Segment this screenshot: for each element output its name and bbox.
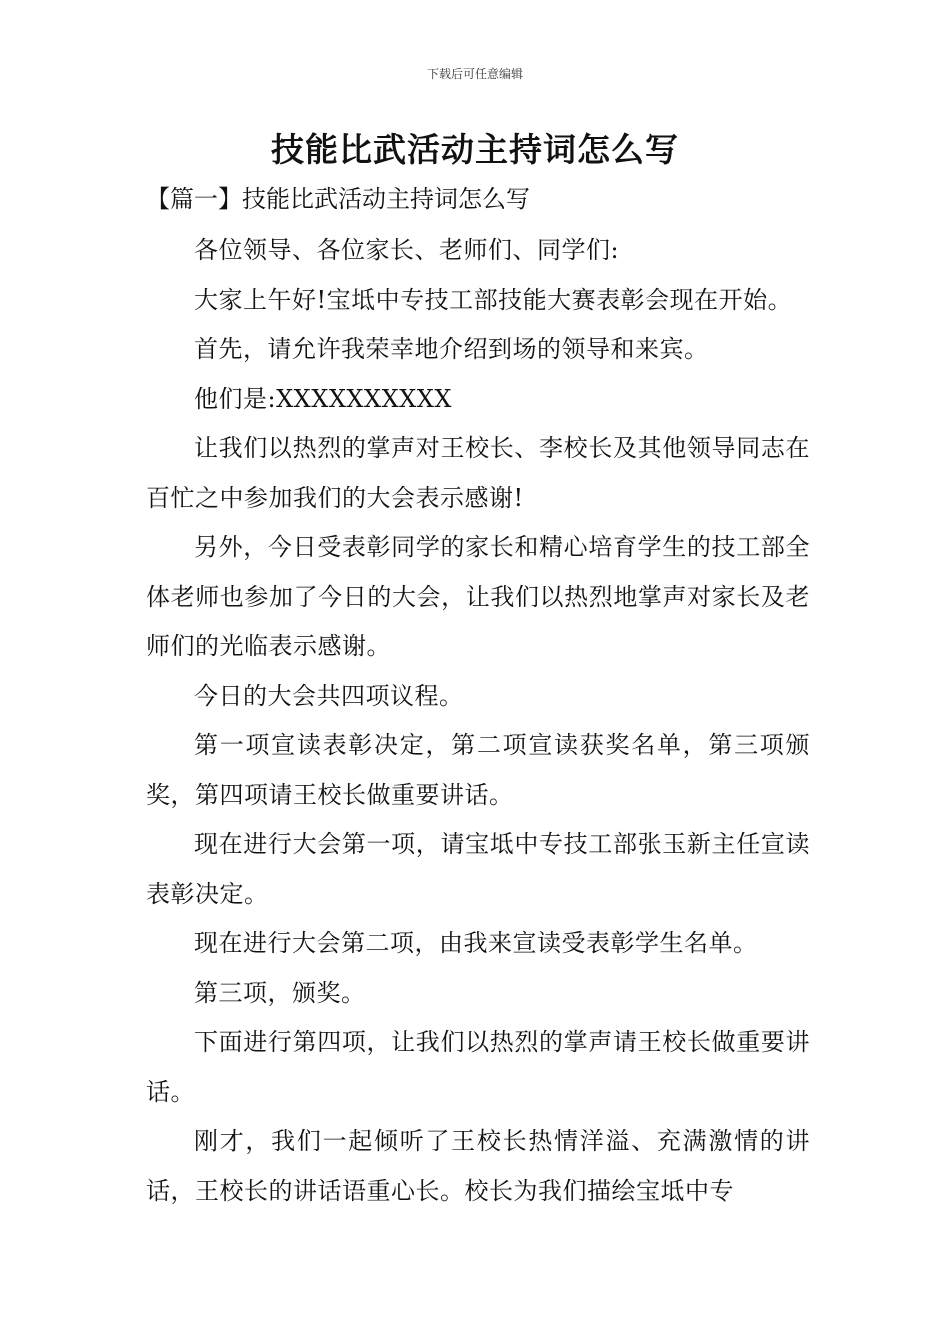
paragraph: 现在进行大会第一项，请宝坻中专技工部张玉新主任宣读表彰决定。 (146, 830, 810, 908)
download-note: 下载后可任意编辑 (426, 67, 523, 81)
document-title: 技能比武活动主持词怎么写 (271, 130, 679, 169)
paragraph: 大家上午好!宝坻中专技工部技能大赛表彰会现在开始。 (194, 285, 793, 314)
paragraph: 现在进行大会第二项，由我来宣读受表彰学生名单。 (194, 929, 758, 957)
paragraph: 各位领导、各位家长、老师们、同学们: (194, 236, 620, 264)
paragraph: 刚才，我们一起倾听了王校长热情洋溢、充满激情的讲话，王校长的讲话语重心长。校长为我们描绘宝坻中专 (146, 1127, 810, 1205)
paragraph: 第一项宣读表彰决定，第二项宣读获奖名单，第三项颁奖，第四项请王校长做重要讲话。 (146, 731, 810, 809)
paragraph: 首先，请允许我荣幸地介绍到场的领导和来宾。 (194, 335, 709, 363)
paragraph: 今日的大会共四项议程。 (194, 681, 464, 710)
paragraph: 下面进行第四项，让我们以热烈的掌声请王校长做重要讲话。 (146, 1028, 810, 1106)
paragraph: 另外，今日受表彰同学的家长和精心培育学生的技工部全体老师也参加了今日的大会，让我们以热烈地掌声对家长及老师们的光临表示感谢。 (146, 533, 810, 660)
section-heading: 【篇一】技能比武活动主持词怎么写 (146, 185, 530, 213)
paragraph: 让我们以热烈的掌声对王校长、李校长及其他领导同志在百忙之中参加我们的大会表示感谢! (146, 434, 810, 512)
paragraph: 他们是:XXXXXXXXXX (194, 384, 452, 413)
document-body (146, 226, 810, 1216)
paragraph: 第三项，颁奖。 (194, 978, 366, 1007)
